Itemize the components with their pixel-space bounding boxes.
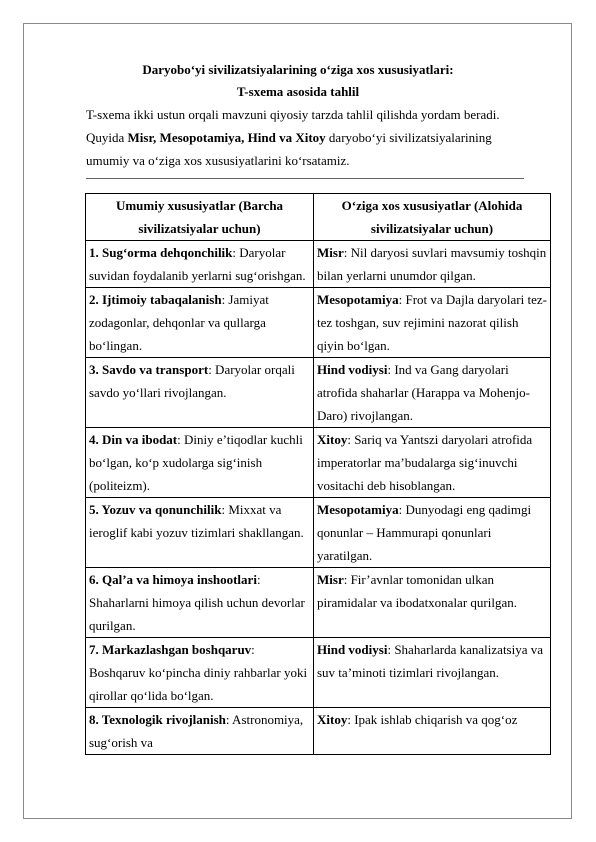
- general-feature-text: : Mixxat va ieroglif kabi yozuv tizimlari shakllangan.: [89, 502, 304, 540]
- general-feature-text: : Daryolar orqali savdo yo‘llari rivojlangan.: [89, 362, 295, 400]
- general-feature-title: 4. Din va ibodat: [89, 432, 178, 447]
- intro-line-1: T-sxema ikki ustun orqali mavzuni qiyosiy tarzda tahlil qilishda yordam beradi.: [86, 107, 500, 122]
- intro-line-2-suffix: daryobo‘yi sivilizatsiyalarining: [325, 130, 492, 145]
- civilization-name: Hind vodiysi: [317, 642, 388, 657]
- table-row: [86, 241, 551, 288]
- specific-feature-text: : Fir’avnlar tomonidan ulkan piramidalar va ibodatxonalar qurilgan.: [317, 572, 517, 610]
- specific-feature-text: : Ipak ishlab chiqarish va qog‘oz: [347, 712, 518, 727]
- general-feature-cell: [86, 568, 314, 638]
- specific-feature-cell: [314, 241, 551, 288]
- specific-feature-cell: [314, 638, 551, 708]
- document-title: Daryobo‘yi sivilizatsiyalarining o‘ziga xos xususiyatlari:: [142, 62, 454, 77]
- table-row: [86, 288, 551, 358]
- general-feature-text: : Diniy e’tiqodlar kuchli bo‘lgan, ko‘p xudolarga sig‘inish (politeizm).: [89, 432, 303, 493]
- table-row: [86, 498, 551, 568]
- intro-civilizations-bold: Misr, Mesopotamiya, Hind va Xitoy: [127, 130, 326, 145]
- intro-line-2-prefix: Quyida: [86, 130, 128, 145]
- general-feature-cell: [86, 638, 314, 708]
- intro-line-2: [86, 126, 526, 149]
- horizontal-rule: [86, 178, 524, 179]
- civilization-name: Mesopotamiya: [317, 292, 399, 307]
- specific-feature-cell: [314, 288, 551, 358]
- general-feature-title: 7. Markazlashgan boshqaruv: [89, 642, 252, 657]
- table-header-row: [86, 194, 551, 241]
- table-row: [86, 568, 551, 638]
- general-feature-cell: [86, 708, 314, 755]
- general-feature-text: : Shaharlarni himoya qilish uchun devorlar qurilgan.: [89, 572, 305, 633]
- specific-feature-cell: [314, 568, 551, 638]
- general-feature-cell: [86, 241, 314, 288]
- general-feature-text: : Boshqaruv ko‘pincha diniy rahbarlar yoki qirollar qo‘lida bo‘lgan.: [89, 642, 308, 703]
- specific-feature-text: : Sariq va Yantszi daryolari atrofida imperatorlar ma’budalarga sig‘inuvchi vositachi deb hisoblangan.: [317, 432, 533, 493]
- intro-line-3: umumiy va o‘ziga xos xususiyatlarini ko‘rsatamiz.: [86, 153, 350, 168]
- t-chart-table: [85, 193, 551, 755]
- general-feature-cell: [86, 288, 314, 358]
- specific-feature-text: : Ind va Gang daryolari atrofida shaharlar (Harappa va Mohenjo-Daro) rivojlangan.: [317, 362, 530, 423]
- general-feature-cell: [86, 428, 314, 498]
- civilization-name: Mesopotamiya: [317, 502, 399, 517]
- specific-feature-text: : Nil daryosi suvlari mavsumiy toshqin bilan yerlarni unumdor qilgan.: [317, 245, 547, 283]
- specific-feature-text: : Dunyodagi eng qadimgi qonunlar – Hammurapi qonunlari yaratilgan.: [317, 502, 532, 563]
- table-row: [86, 638, 551, 708]
- document-subtitle: T-sxema asosida tahlil: [236, 84, 360, 99]
- general-feature-cell: [86, 358, 314, 428]
- general-feature-text: : Astronomiya, sug‘orish va: [89, 712, 304, 750]
- civilization-name: Xitoy: [317, 712, 348, 727]
- specific-feature-text: : Frot va Dajla daryolari tez-tez toshgan, suv rejimini nazorat qilish qiyin bo‘lgan.: [317, 292, 547, 353]
- table-row: [86, 428, 551, 498]
- specific-feature-text: : Shaharlarda kanalizatsiya va suv ta’minoti tizimlari rivojlangan.: [317, 642, 544, 680]
- general-feature-title: 1. Sug‘orma dehqonchilik: [89, 245, 233, 260]
- general-feature-title: 8. Texnologik rivojlanish: [89, 712, 226, 727]
- general-feature-title: 3. Savdo va transport: [89, 362, 209, 377]
- specific-feature-cell: [314, 428, 551, 498]
- header-specific-features: O‘ziga xos xususiyatlar (Alohida sivilizatsiyalar uchun): [314, 194, 551, 241]
- specific-feature-cell: [314, 358, 551, 428]
- intro-paragraph: [86, 103, 526, 172]
- general-feature-title: 6. Qal’a va himoya inshootlari: [89, 572, 257, 587]
- specific-feature-cell: [314, 708, 551, 755]
- civilization-name: Misr: [317, 245, 344, 260]
- table-row: [86, 358, 551, 428]
- general-feature-cell: [86, 498, 314, 568]
- table-row: [86, 708, 551, 755]
- civilization-name: Misr: [317, 572, 344, 587]
- header-general-features: Umumiy xususiyatlar (Barcha sivilizatsiyalar uchun): [86, 194, 314, 241]
- general-feature-title: 2. Ijtimoiy tabaqalanish: [89, 292, 222, 307]
- general-feature-text: : Jamiyat zodagonlar, dehqonlar va qullarga bo‘lingan.: [89, 292, 269, 353]
- civilization-name: Hind vodiysi: [317, 362, 388, 377]
- general-feature-title: 5. Yozuv va qonunchilik: [89, 502, 222, 517]
- specific-feature-cell: [314, 498, 551, 568]
- civilization-name: Xitoy: [317, 432, 348, 447]
- general-feature-text: : Daryolar suvidan foydalanib yerlarni sug‘orishgan.: [89, 245, 306, 283]
